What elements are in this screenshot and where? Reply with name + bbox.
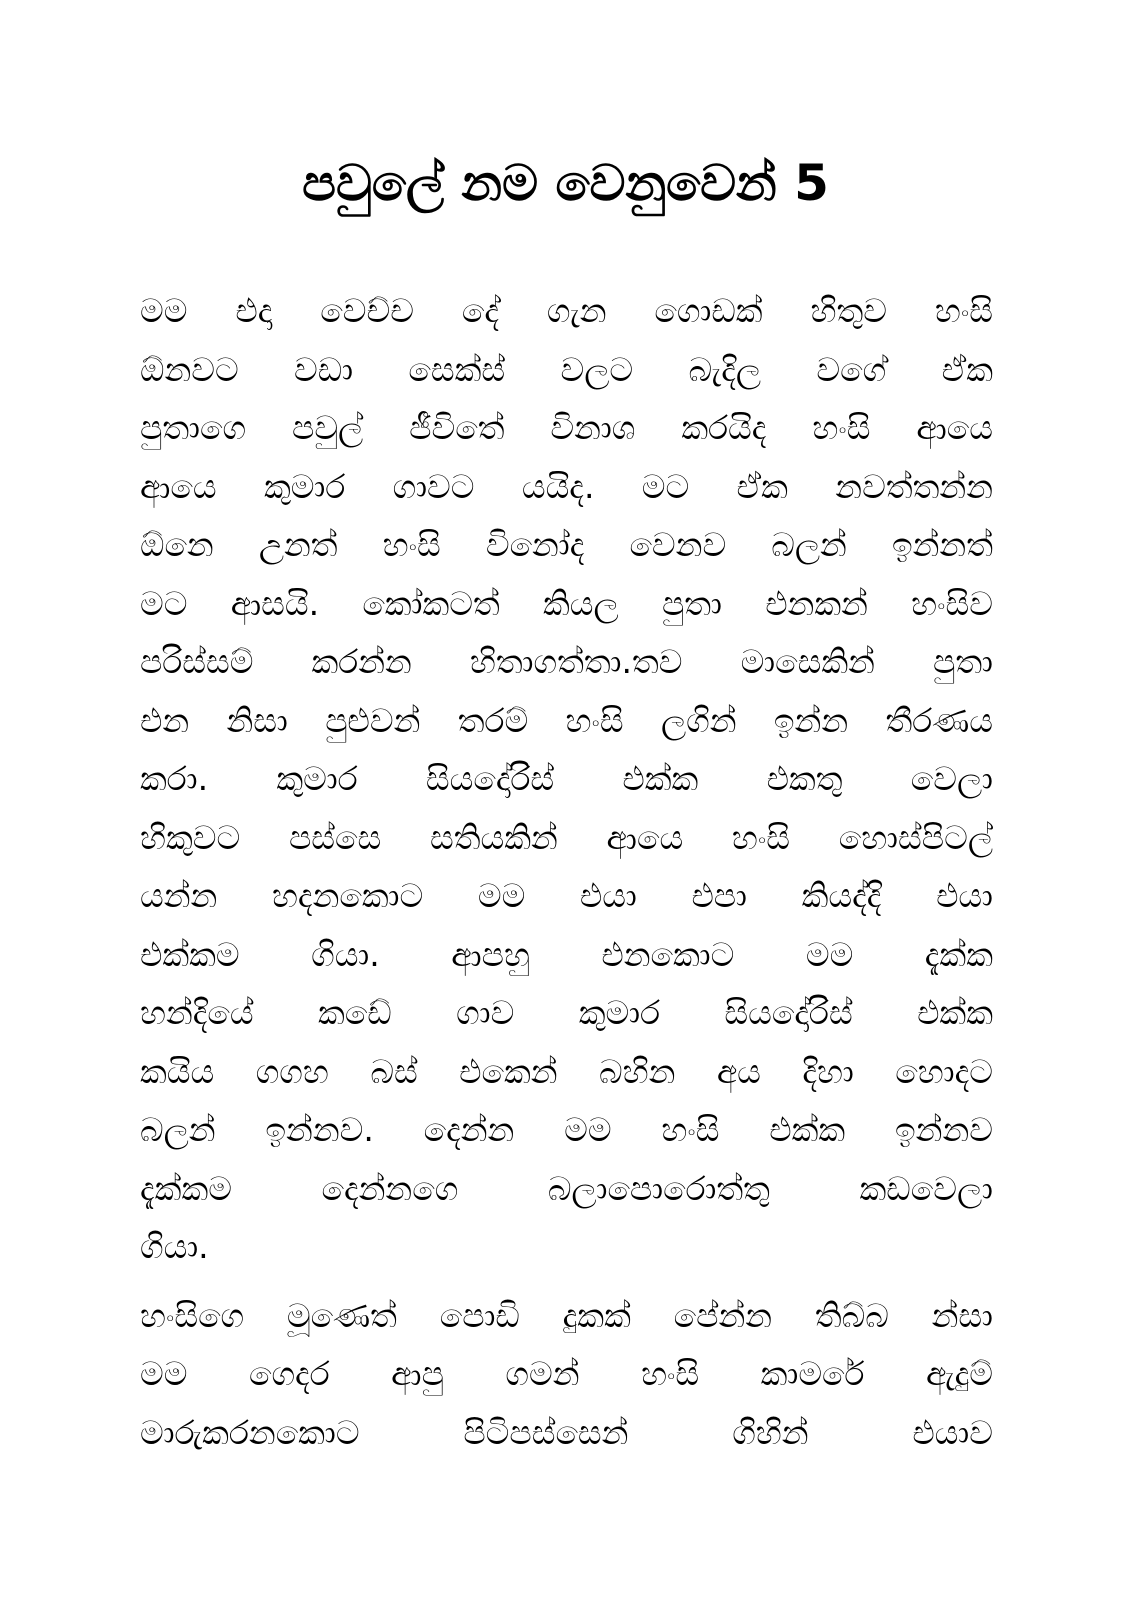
text-line: දැක්කම දෙන්නගෙ බලාපොරොත්තු කඩවෙලා — [140, 1168, 993, 1208]
text-line: පරිස්සම් කරන්න හිතාගත්තා.තව මාසෙකින් පුතා — [140, 642, 993, 681]
story-body — [140, 282, 993, 1462]
text-line: මම ගෙදර ආපු ගමන් හංසි කාමරේ ඇදුම් — [140, 1354, 993, 1393]
text-line: ඕනෙ උනත් හංසි විනෝද වෙනව බලන් ඉන්නත් — [140, 525, 993, 564]
text-line: බලන් ඉන්නව. දෙන්න මම හංසි එක්ක ඉන්නව — [140, 1110, 993, 1149]
text-line: හිකුවට පස්සෙ සතියකින් ආයෙ හංසි හොස්පිටල් — [140, 817, 993, 857]
text-line: හංසිගෙ මූණෙත් පොඩි දුකක් පේන්න තිබ්බ න්සා — [140, 1295, 993, 1335]
text-line: ඕනවට වඩා සෙක්ස් වලට බැදිල වගේ ඒක — [140, 349, 993, 389]
text-line: පුතාගෙ පවුල් ජීවිතේ විනාශ කරයිද හංසි ආයෙ — [140, 408, 993, 447]
text-line: කයිය ගගහ බස් එකෙන් බහින අය දිහා හොදට — [140, 1051, 993, 1091]
text-line: මාරුකරනකොට පිටිපස්සෙන් ගිහින් එයාව — [140, 1412, 993, 1452]
paragraph-2 — [140, 1287, 993, 1463]
text-line: මම එදා වෙච්ච දේ ගැන ගොඩක් හිතුව හංසි — [140, 291, 993, 330]
text-line: එක්කම ගියා. ආපහු එනකොට මම දැක්ක — [140, 934, 993, 974]
paragraph-1 — [140, 282, 993, 1277]
text-line: යන්න හදනකොට මම එයා එපා කියද්දි එයා — [140, 876, 993, 915]
page-title: පවුලේ නම වෙනුවෙන් 5 — [302, 154, 829, 212]
text-line: කරා. කුමාර සියදෝරිස් එක්ක එකතු වෙලා — [140, 759, 993, 798]
text-line: හන්දියේ කඩේ ගාව කුමාර සියදෝරිස් එක්ක — [140, 993, 993, 1032]
text-line: එන නිසා පුළුවන් තරම් හංසි ලගින් ඉන්න තීරණය — [140, 700, 993, 740]
text-line: මට ආසයි. කෝකටත් කියල පුතා එනකන් හංසිව — [140, 583, 993, 623]
text-line: ගියා. — [140, 1227, 209, 1266]
text-line: ආයෙ කුමාර ගාවට යයිද. මට ඒක නවත්තන්න — [140, 466, 993, 506]
